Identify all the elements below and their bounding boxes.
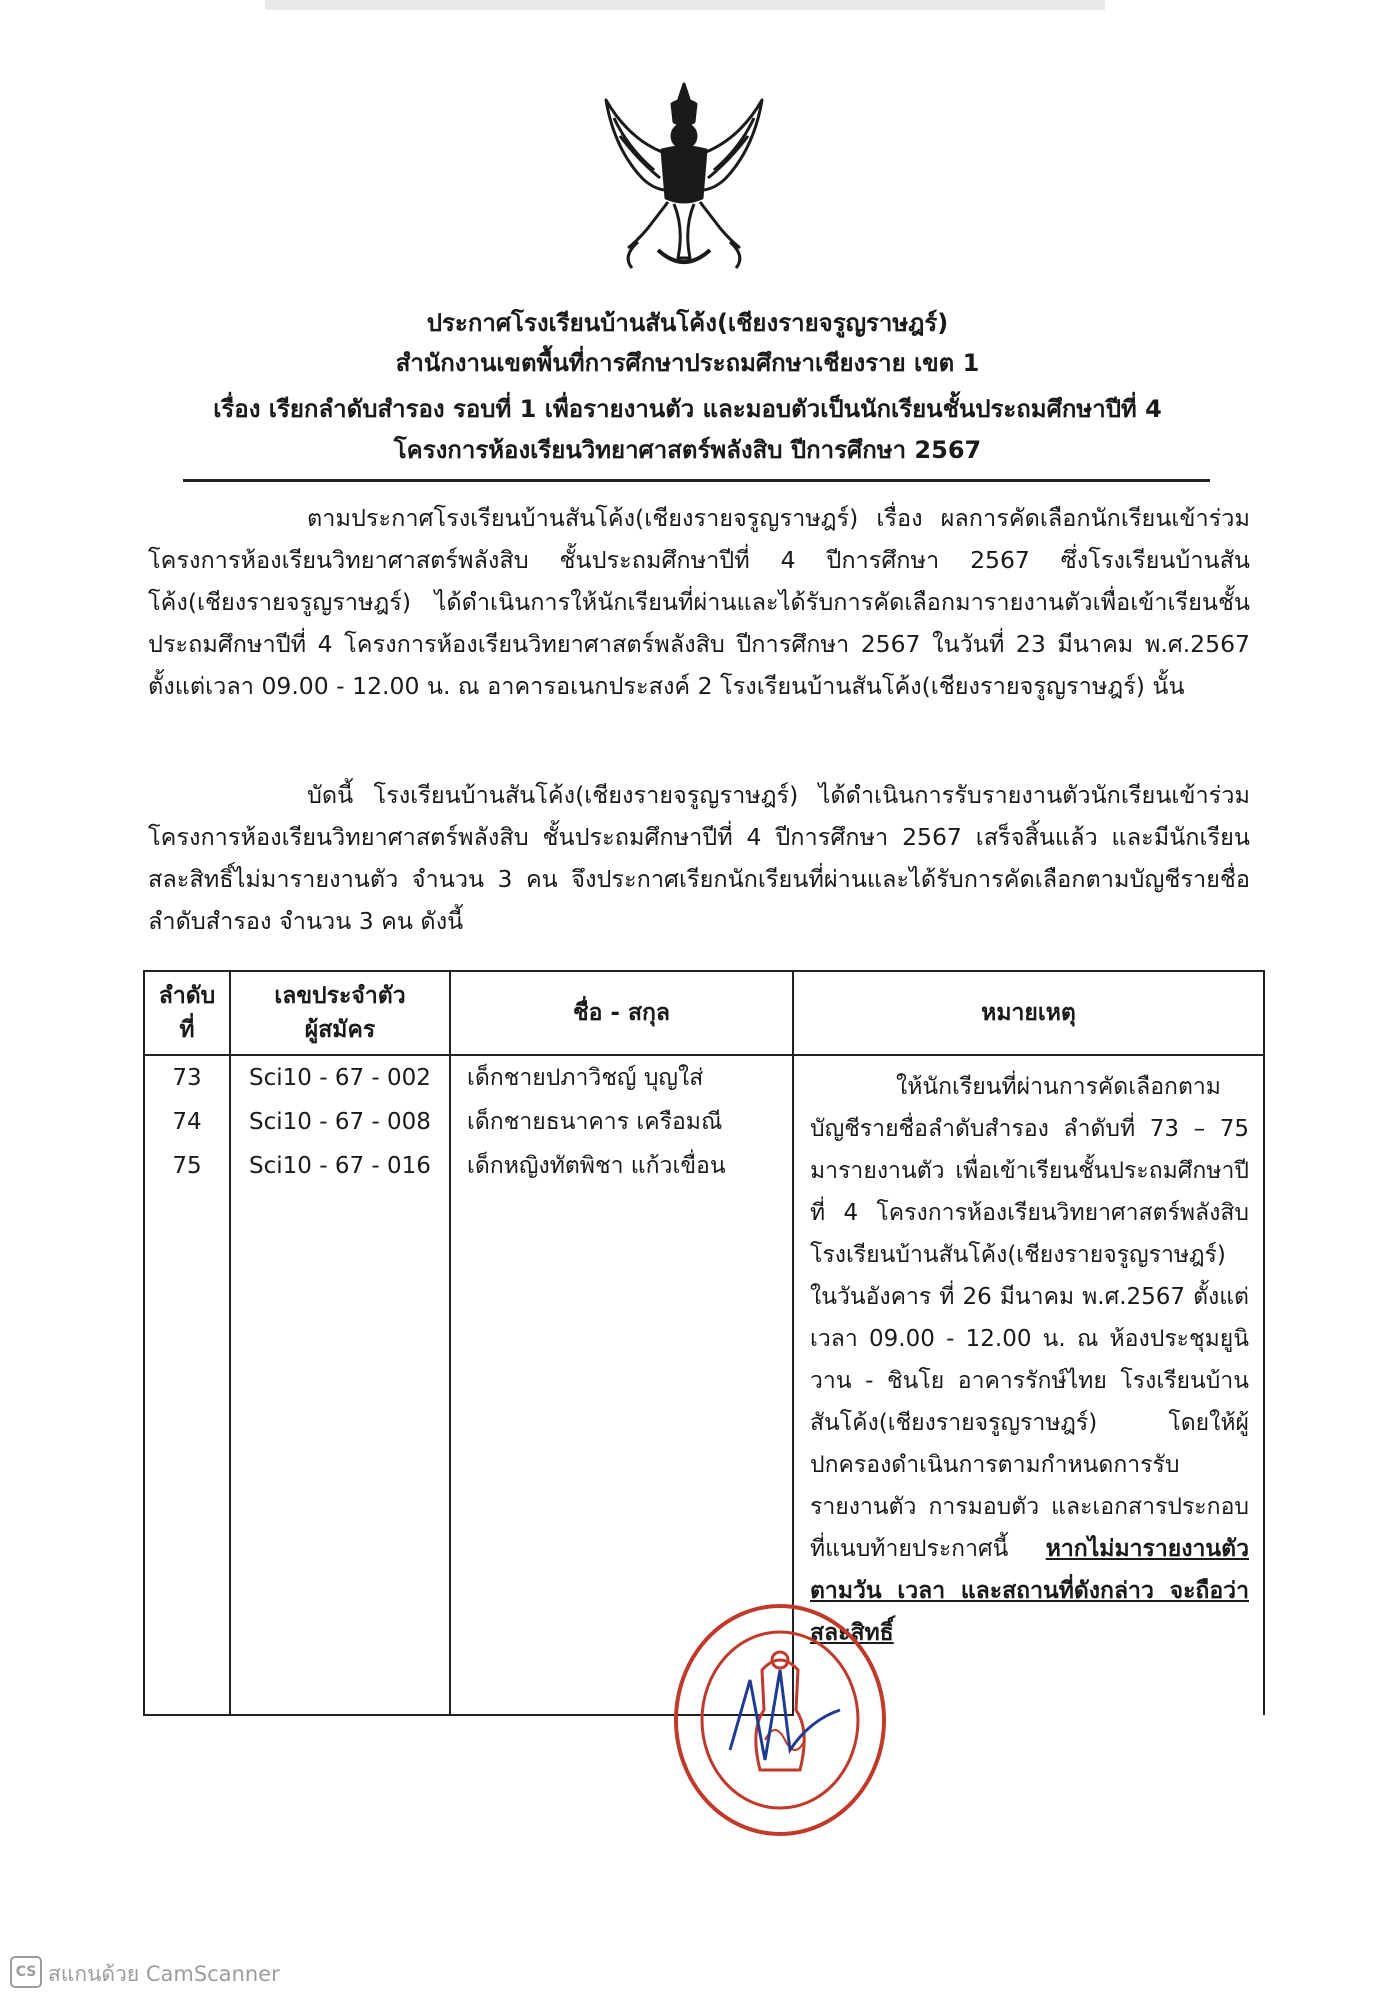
header-applicant-id	[230, 971, 450, 1055]
header-id-line2: ผู้สมัคร	[304, 1017, 376, 1043]
body-paragraph-2: บัดนี้ โรงเรียนบ้านสันโค้ง(เชียงรายจรูญราษฎร์) ได้ดำเนินการรับรายงานตัวนักเรียนเข้าร่วมโครงการห้องเรียนวิทยาศาสตร์พลังสิบ ชั้นประถมศึกษาปีที่ 4 ปีการศึกษา 2567 เสร็จสิ้นแล้ว และมีนักเรียนสละสิทธิ์ไม่มารายงานตัว จำนวน 3 คน จึงประกาศเรียกนักเรียนที่ผ่านและได้รับการคัดเลือกตามบัญชีรายชื่อลำดับสำรอง จำนวน 3 คน ดังนี้	[148, 781, 1250, 935]
subject-line: เรื่อง เรียกลำดับสำรอง รอบที่ 1 เพื่อรายงานตัว และมอบตัวเป็นนักเรียนชั้นประถมศึกษาปีที่ 4	[213, 395, 1162, 423]
camscanner-logo-icon: CS	[10, 1956, 42, 1988]
header-order-line1: ลำดับ	[158, 983, 216, 1009]
header-id-line1: เลขประจำตัว	[274, 983, 406, 1009]
row-name: เด็กชายธนาคาร เครือมณี	[450, 1100, 793, 1144]
empty-cell	[144, 1188, 230, 1715]
row-order: 74	[144, 1100, 230, 1144]
project-line: โครงการห้องเรียนวิทยาศาสตร์พลังสิบ ปีการศึกษา 2567	[393, 436, 982, 464]
header-remark: หมายเหตุ	[793, 971, 1264, 1055]
scan-top-edge	[265, 0, 1105, 10]
header-divider	[183, 479, 1210, 482]
header-name: ชื่อ - สกุล	[450, 971, 793, 1055]
announcement-title: ประกาศโรงเรียนบ้านสันโค้ง(เชียงรายจรูญราษฎร์)	[426, 309, 949, 337]
agency-name: สำนักงานเขตพื้นที่การศึกษาประถมศึกษาเชียงราย เขต 1	[395, 349, 980, 377]
table-header-row	[144, 971, 1264, 1055]
empty-cell	[230, 1188, 450, 1715]
row-applicant-id: Sci10 - 67 - 008	[230, 1100, 450, 1144]
table-row	[144, 1055, 1264, 1100]
row-order: 75	[144, 1144, 230, 1188]
header-order	[144, 971, 230, 1055]
row-applicant-id: Sci10 - 67 - 002	[230, 1055, 450, 1100]
body-paragraph-1: ตามประกาศโรงเรียนบ้านสันโค้ง(เชียงรายจรูญราษฎร์) เรื่อง ผลการคัดเลือกนักเรียนเข้าร่วมโครงการห้องเรียนวิทยาศาสตร์พลังสิบ ชั้นประถมศึกษาปีที่ 4 ปีการศึกษา 2567 ซึ่งโรงเรียนบ้านสันโค้ง(เชียงรายจรูญราษฎร์) ได้ดำเนินการให้นักเรียนที่ผ่านและได้รับการคัดเลือกมารายงานตัวเพื่อเข้าเรียนชั้นประถมศึกษาปีที่ 4 โครงการห้องเรียนวิทยาศาสตร์พลังสิบ ปีการศึกษา 2567 ในวันที่ 23 มีนาคม พ.ศ.2567 ตั้งแต่เวลา 09.00 - 12.00 น. ณ อาคารอเนกประสงค์ 2 โรงเรียนบ้านสันโค้ง(เชียงรายจรูญราษฎร์) นั้น	[148, 504, 1250, 700]
remark-text: ให้นักเรียนที่ผ่านการคัดเลือกตามบัญชีรายชื่อลำดับสำรอง ลำดับที่ 73 – 75 มารายงานตัว เพื่อเข้าเรียนชั้นประถมศึกษาปีที่ 4 โครงการห้องเรียนวิทยาศาสตร์พลังสิบ โรงเรียนบ้านสันโค้ง(เชียงรายจรูญราษฎร์) ในวันอังคาร ที่ 26 มีนาคม พ.ศ.2567 ตั้งแต่เวลา 09.00 - 12.00 น. ณ ห้องประชุมยูนิวาน - ชินโย อาคารรักษ์ไทย โรงเรียนบ้านสันโค้ง(เชียงรายจรูญราษฎร์) โดยให้ผู้ปกครองดำเนินการตามกำหนดการรับรายงานตัว การมอบตัว และเอกสารประกอบที่แนบท้ายประกาศนี้	[810, 1074, 1249, 1562]
camscanner-watermark: สแกนด้วย CamScanner	[48, 1962, 280, 1986]
row-applicant-id: Sci10 - 67 - 016	[230, 1144, 450, 1188]
row-order: 73	[144, 1055, 230, 1100]
row-name: เด็กหญิงทัตพิชา แก้วเขื่อน	[450, 1144, 793, 1188]
header-order-line2: ที่	[179, 1017, 195, 1043]
school-seal-stamp	[670, 1600, 890, 1840]
garuda-emblem-icon	[598, 78, 770, 278]
remark-emphasis: หากไม่มารายงานตัวตามวัน เวลา และสถานที่ดังกล่าว จะถือว่าสละสิทธิ์	[810, 1536, 1249, 1646]
row-name: เด็กชายปภาวิชญ์ บุญใส่	[450, 1055, 793, 1100]
